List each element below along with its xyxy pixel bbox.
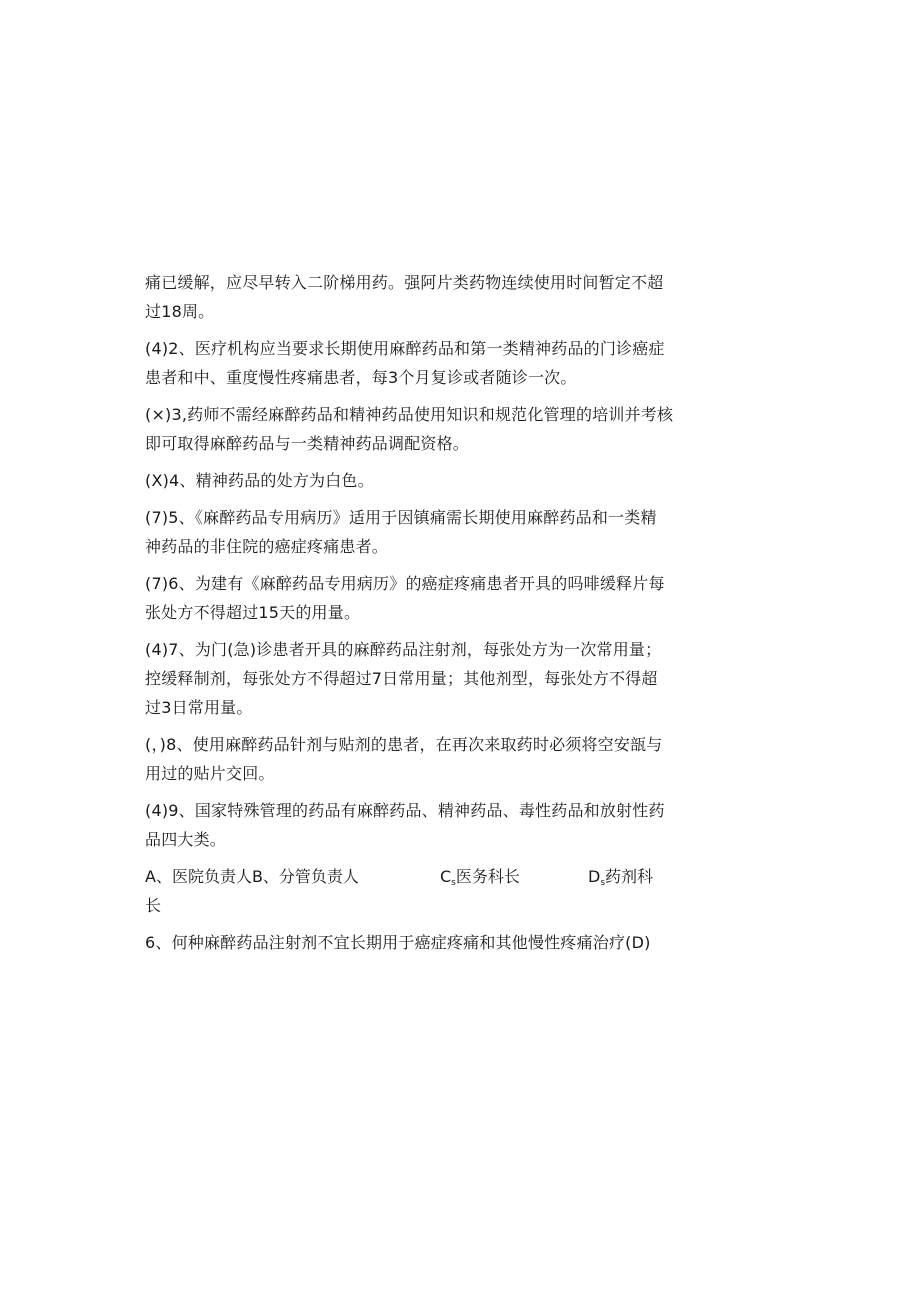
document-body bbox=[145, 268, 705, 965]
text-line: (7)5、《麻醉药品专用病历》适用于因镇痛需长期使用麻醉药品和一类精 bbox=[145, 508, 657, 527]
text-line: 神药品的非住院的癌症疼痛患者。 bbox=[145, 537, 389, 556]
option-d-continuation: 长 bbox=[145, 896, 162, 915]
option-d-text: 药剂科 bbox=[605, 867, 654, 886]
text-line: (4)2、医疗机构应当要求长期使用麻醉药品和第一类精神药品的门诊癌症 bbox=[145, 339, 665, 358]
text-line: (4)7、为门(急)诊患者开具的麻醉药品注射剂，每张处方为一次常用量； bbox=[145, 640, 662, 659]
answer-options bbox=[145, 862, 705, 891]
text-line: 过18周。 bbox=[145, 302, 215, 321]
option-c bbox=[440, 862, 520, 898]
text-line: (，)8、使用麻醉药品针剂与贴剂的患者，在再次来取药时必须将空安瓿与 bbox=[145, 735, 663, 754]
item-7-paragraph bbox=[145, 635, 705, 722]
question-6 bbox=[145, 928, 705, 957]
item-6-paragraph bbox=[145, 569, 705, 627]
text-line: (×)3,药师不需经麻醉药品和精神药品使用知识和规范化管理的培训并考核 bbox=[145, 405, 674, 424]
item-3-paragraph bbox=[145, 400, 705, 458]
text-line: (4)9、国家特殊管理的药品有麻醉药品、精神药品、毒性药品和放射性药 bbox=[145, 801, 665, 820]
text-line: 张处方不得超过15天的用量。 bbox=[145, 603, 361, 622]
option-d bbox=[588, 862, 653, 898]
text-line: 痛已缓解，应尽早转入二阶梯用药。强阿片类药物连续使用时间暂定不超 bbox=[145, 273, 664, 292]
text-line: 控缓释制剂，每张处方不得超过7日常用量；其他剂型，每张处方不得超 bbox=[145, 669, 658, 688]
text-line: 品四大类。 bbox=[145, 830, 227, 849]
option-a-b: A、医院负责人B、分管负责人 bbox=[145, 867, 359, 886]
item-8-paragraph bbox=[145, 730, 705, 788]
item-9-paragraph bbox=[145, 796, 705, 854]
option-d-letter: D bbox=[588, 867, 601, 886]
text-line: 用过的贴片交回。 bbox=[145, 764, 275, 783]
paragraph-continuation bbox=[145, 268, 705, 326]
item-5-paragraph bbox=[145, 503, 705, 561]
text-line: (X)4、精神药品的处方为白色。 bbox=[145, 471, 374, 490]
text-line: 过3日常用量。 bbox=[145, 698, 253, 717]
text-line: 患者和中、重度慢性疼痛患者，每3个月复诊或者随诊一次。 bbox=[145, 368, 577, 387]
option-c-text: 医务科长 bbox=[455, 867, 520, 886]
option-c-letter: C bbox=[440, 867, 452, 886]
option-c-subscript: s bbox=[451, 878, 456, 888]
item-2-paragraph bbox=[145, 334, 705, 392]
text-line: 6、何种麻醉药品注射剂不宜长期用于癌症疼痛和其他慢性疼痛治疗(D) bbox=[145, 933, 651, 952]
text-line: 即可取得麻醉药品与一类精神药品调配资格。 bbox=[145, 434, 470, 453]
option-d-subscript: s bbox=[600, 878, 606, 888]
item-4-paragraph bbox=[145, 466, 705, 495]
text-line: (7)6、为建有《麻醉药品专用病历》的癌症疼痛患者开具的吗啡缓释片每 bbox=[145, 574, 665, 593]
